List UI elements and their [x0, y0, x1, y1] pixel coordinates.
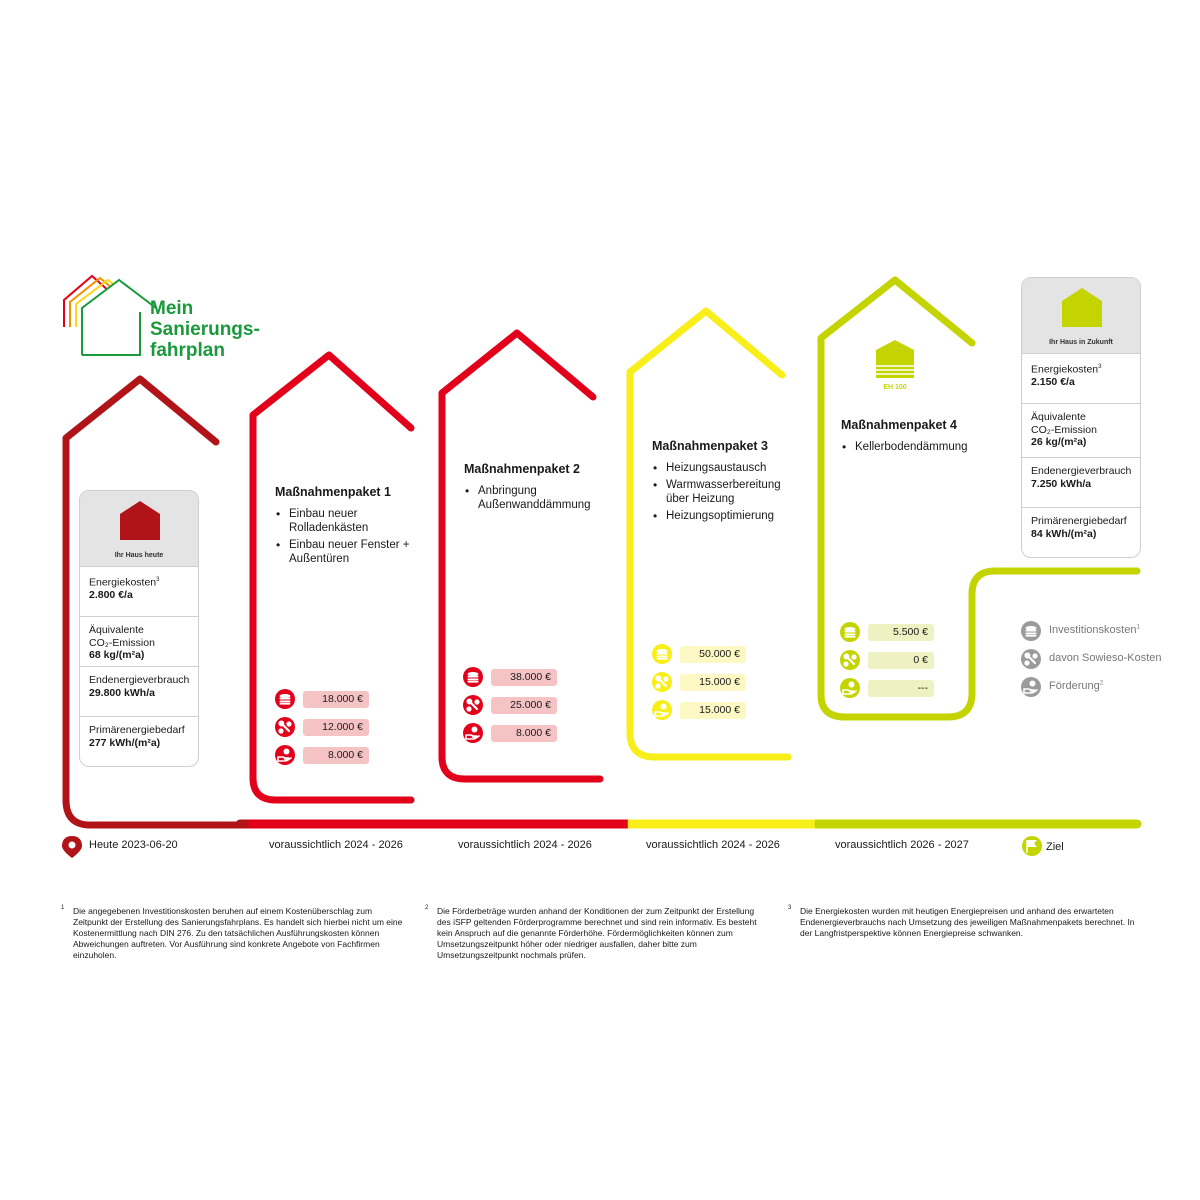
primary-energy-row: Primärenergiebedarf 84 kWh/(m²a)	[1022, 507, 1140, 557]
wrench-icon	[275, 717, 295, 737]
wrench-icon	[840, 650, 860, 670]
coins-icon	[840, 622, 860, 642]
investment-cost-value: 50.000 €	[680, 646, 746, 663]
package-3-investment-cost-row	[652, 646, 832, 662]
legend-investment: Investitionskosten$^1$	[1021, 621, 1191, 641]
house-icon	[119, 500, 161, 540]
future-house-card	[1021, 277, 1141, 558]
measure-list	[275, 507, 425, 566]
timeline-step-1: voraussichtlich 2024 - 2026	[269, 839, 403, 851]
logo-icon	[64, 276, 156, 355]
logo-title	[150, 298, 260, 361]
investment-cost-value: 38.000 €	[491, 669, 557, 686]
timeline-goal-label: Ziel	[1046, 841, 1064, 853]
hand-coin-icon	[652, 700, 672, 720]
package-1-investment-cost-row	[275, 691, 455, 707]
measure-list	[841, 440, 991, 454]
package-1-funding-row	[275, 747, 455, 763]
goal-flag-icon	[1022, 836, 1042, 856]
energy-cost-row: Energiekosten$^3$ 2.150 €/a	[1022, 353, 1140, 403]
card-header-label: Ihr Haus heute	[114, 552, 164, 559]
package-2-investment-cost-row	[463, 669, 643, 685]
co2-emission-row: Äquivalente CO₂-Emission 68 kg/(m²a)	[80, 616, 198, 666]
footnote-2: 2 Die Förderbeträge wurden anhand der Konditionen der zum Zeitpunkt der Erstellung des iSFP geltenden Förderprogramme berechnet und sind rein informativ. Es besteht kein Anspruch auf die genannte Förderhöhe. Fördermöglichkeiten können zum Umsetzungszeitpunkt höher oder niedriger ausfallen, daher bitte zum Umsetzungszeitpunkt nochmals prüfen.	[425, 905, 757, 960]
footnote-3: 3 Die Energiekosten wurden mit heutigen Energiepreisen und anhand des erwarteten Endenergieverbrauchs nach Umsetzung des jeweiligen Maßnahmenpakets berechnet. In der Langfristperspektive können Energiepreise schwanken.	[788, 905, 1135, 938]
hand-coin-icon	[463, 723, 483, 743]
final-energy-row: Endenergieverbrauch 29.800 kWh/a	[80, 666, 198, 716]
hand-coin-icon	[275, 745, 295, 765]
package-title: Maßnahmenpaket 4	[841, 418, 958, 432]
wrench-icon	[463, 695, 483, 715]
package-title: Maßnahmenpaket 2	[464, 462, 581, 476]
energy-cost-row: Energiekosten$^3$ 2.800 €/a	[80, 566, 198, 616]
package-3-funding-row	[652, 702, 832, 718]
measure-item: • Warmwasserbereitung über Heizung	[652, 478, 802, 506]
package-2-funding-row	[463, 725, 643, 741]
package-4	[841, 418, 991, 457]
house-icon	[1061, 287, 1103, 327]
measure-item: • Heizungsoptimierung	[652, 509, 802, 523]
package-4-sowieso-cost-row	[840, 652, 1020, 668]
package-3-sowieso-cost-row	[652, 674, 832, 690]
funding-value: ---	[868, 680, 934, 697]
eh100-house-icon	[876, 340, 914, 378]
sowieso-cost-value: 12.000 €	[303, 719, 369, 736]
package-2	[464, 462, 614, 515]
primary-energy-row: Primärenergiebedarf 277 kWh/(m²a)	[80, 716, 198, 766]
sowieso-cost-value: 15.000 €	[680, 674, 746, 691]
legend-funding: Förderung$^2$	[1021, 677, 1191, 697]
current-house-card	[79, 490, 199, 767]
package-1-sowieso-cost-row	[275, 719, 455, 735]
card-header	[1022, 278, 1140, 353]
final-energy-row: Endenergieverbrauch 7.250 kWh/a	[1022, 457, 1140, 507]
measure-list	[652, 461, 802, 523]
measure-item: • Anbringung Außenwanddämmung	[464, 484, 614, 512]
hand-coin-icon	[840, 678, 860, 698]
package-title: Maßnahmenpaket 3	[652, 439, 769, 453]
measure-list	[464, 484, 614, 512]
funding-value: 8.000 €	[303, 747, 369, 764]
sowieso-cost-value: 25.000 €	[491, 697, 557, 714]
co2-emission-row: Äquivalente CO₂-Emission 26 kg/(m²a)	[1022, 403, 1140, 457]
package-title: Maßnahmenpaket 1	[275, 485, 392, 499]
coins-icon	[463, 667, 483, 687]
package-4-investment-cost-row	[840, 624, 1020, 640]
location-pin-icon	[62, 836, 82, 858]
card-header	[80, 491, 198, 566]
package-1	[275, 485, 425, 569]
timeline-step-3: voraussichtlich 2024 - 2026	[646, 839, 780, 851]
eh100-badge-label: EH 100	[883, 384, 907, 391]
logo-line-1: Mein	[150, 298, 194, 319]
logo-line-2: Sanierungs-	[150, 319, 260, 340]
wrench-icon	[652, 672, 672, 692]
wrench-icon	[1021, 649, 1041, 669]
footnote-1: 1 Die angegebenen Investitionskosten beruhen auf einem Kostenüberschlag zum Zeitpunkt der Erstellung des Sanierungsfahrplans. Es handelt sich hierbei nicht um eine Kostenermittlung nach DIN 276. Zu den tatsächlichen Ausführungskosten können Abweichungen auftreten. Vor Ausführung sind konkrete Angebote von Fachfirmen einzuholen.	[61, 905, 403, 960]
legend-label: Investitionskosten	[1049, 624, 1137, 636]
measure-item: • Kellerbodendämmung	[841, 440, 991, 454]
coins-icon	[1021, 621, 1041, 641]
package-3	[652, 439, 802, 526]
investment-cost-value: 18.000 €	[303, 691, 369, 708]
legend-label: davon Sowieso-Kosten	[1049, 652, 1162, 664]
funding-value: 15.000 €	[680, 702, 746, 719]
coins-icon	[652, 644, 672, 664]
measure-item: • Einbau neuer Fenster + Außentüren	[275, 538, 425, 566]
sowieso-cost-value: 0 €	[868, 652, 934, 669]
funding-value: 8.000 €	[491, 725, 557, 742]
investment-cost-value: 5.500 €	[868, 624, 934, 641]
package-4-funding-row	[840, 680, 1020, 696]
measure-item: • Heizungsaustausch	[652, 461, 802, 475]
legend-sowieso	[1021, 649, 1191, 669]
timeline-start-label: Heute 2023-06-20	[89, 839, 178, 851]
timeline-step-4: voraussichtlich 2026 - 2027	[835, 839, 969, 851]
coins-icon	[275, 689, 295, 709]
legend-label: Förderung	[1049, 680, 1100, 692]
measure-item: • Einbau neuer Rolladenkästen	[275, 507, 425, 535]
package-2-sowieso-cost-row	[463, 697, 643, 713]
card-header-label: Ihr Haus in Zukunft	[1049, 339, 1113, 346]
hand-coin-icon	[1021, 677, 1041, 697]
timeline-step-2: voraussichtlich 2024 - 2026	[458, 839, 592, 851]
logo-line-3: fahrplan	[150, 340, 225, 361]
